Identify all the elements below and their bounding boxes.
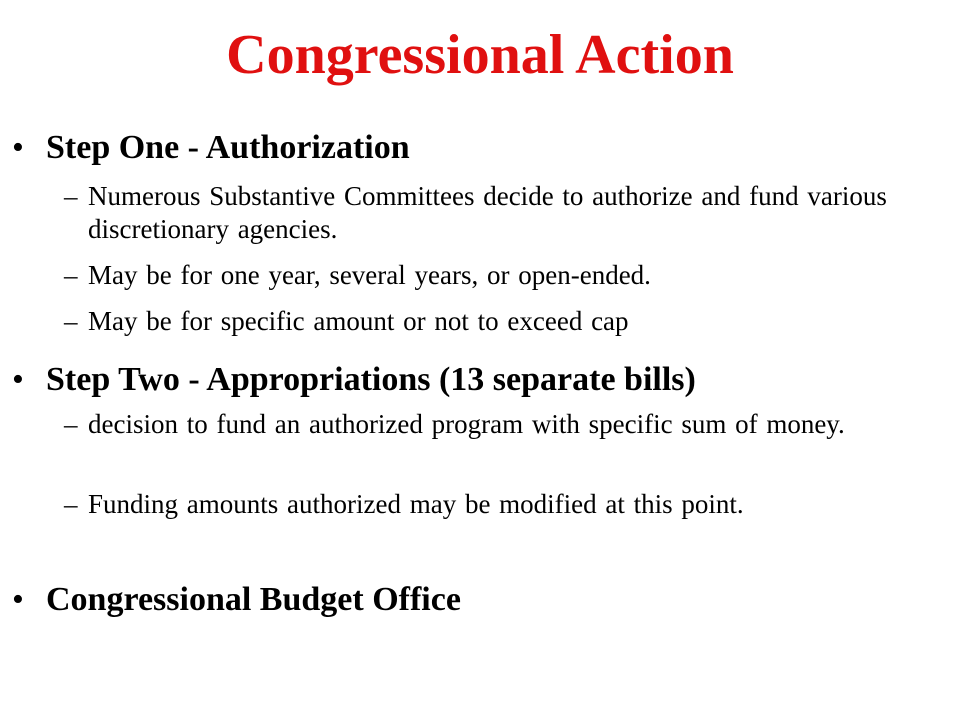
sub-marker: – [64,489,78,519]
sub-marker: – [64,260,78,290]
bullet-marker: • [12,129,24,166]
bullet-marker: • [12,581,24,618]
slide-title: Congressional Action [226,24,734,86]
sub-item-text: Numerous Substantive Committees decide to authorize and fund various discretionary agencies. [88,181,887,244]
sub-item-text: May be for one year, several years, or open-ended. [88,260,651,290]
sub-marker: – [64,409,78,439]
sub-item-text: decision to fund an authorized program with specific sum of money. [88,409,845,439]
bullet-label: Step Two - Appropriations (13 separate bills) [46,361,696,398]
sub-item-text: May be for specific amount or not to exceed cap [88,306,629,336]
bullet-marker: • [12,361,24,398]
bullet-label: Congressional Budget Office [46,581,461,618]
bullet-label: Step One - Authorization [46,129,410,166]
sub-item-text: Funding amounts authorized may be modified at this point. [88,489,744,519]
sub-marker: – [64,181,78,211]
sub-marker: – [64,306,78,336]
